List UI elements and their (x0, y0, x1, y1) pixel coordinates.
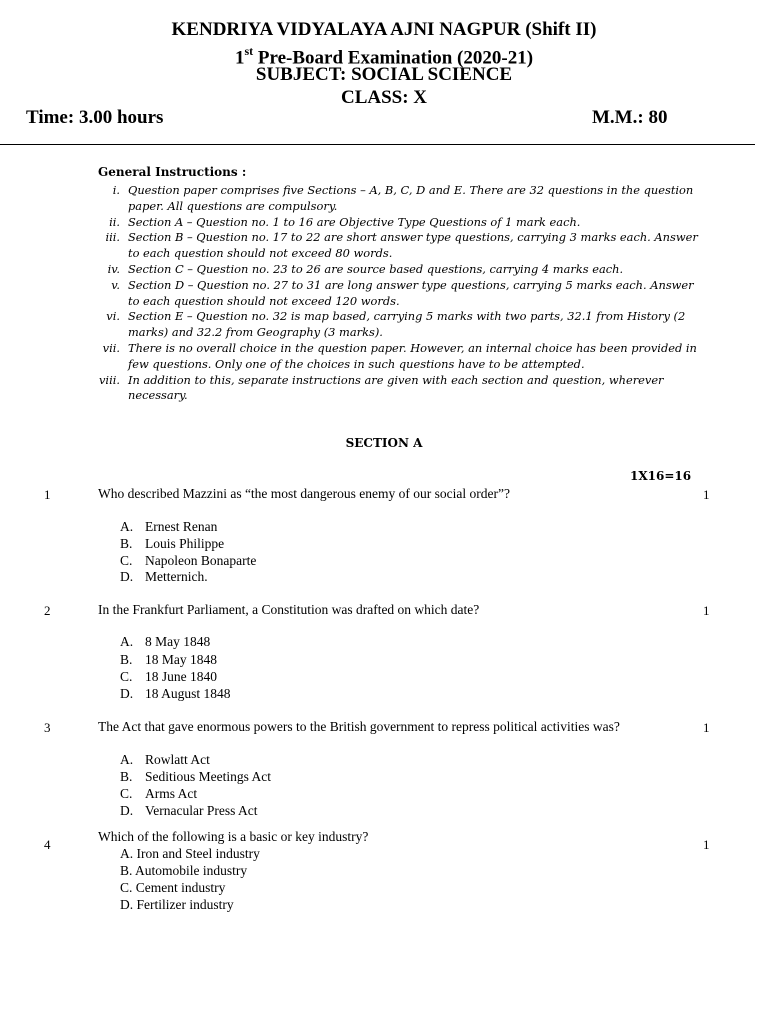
question-number: 1 (44, 487, 51, 502)
instruction-number: vi. (106, 309, 120, 324)
option (120, 803, 257, 819)
option-letter: B. (120, 652, 133, 667)
question-marks: 1 (703, 837, 710, 852)
option-text: 18 August 1848 (145, 686, 231, 701)
instructions-title: General Instructions : (98, 165, 247, 179)
option (120, 569, 208, 585)
option-letter: C. (120, 669, 133, 684)
question-marks: 1 (703, 487, 710, 502)
school-name: KENDRIYA VIDYALAYA AJNI NAGPUR (Shift II) (171, 19, 597, 40)
instruction-number: iii. (105, 230, 120, 245)
instruction-item (90, 278, 700, 310)
option-letter: B. (120, 769, 133, 784)
option (120, 769, 271, 785)
option (120, 880, 225, 896)
option (120, 669, 217, 685)
exam-ordinal: st (244, 44, 254, 58)
instruction-item (90, 309, 700, 341)
question-number: 3 (44, 720, 51, 735)
option-text: 8 May 1848 (145, 634, 211, 649)
question-text: In the Frankfurt Parliament, a Constitution was drafted on which date? (98, 602, 480, 617)
option-letter: A. (120, 752, 134, 767)
option (120, 846, 260, 862)
option (120, 536, 224, 552)
option (120, 634, 210, 650)
option-text: Metternich. (145, 569, 208, 584)
instruction-text: There is no overall choice in the question paper. However, an internal choice has been provided in few questions. Only one of the choices in such questions have to be attempted. (128, 340, 697, 371)
option-letter: D. (120, 803, 134, 818)
instruction-number: v. (111, 277, 120, 292)
option (120, 786, 197, 802)
question-text: Which of the following is a basic or key industry? (98, 829, 369, 844)
option-text: Arms Act (145, 786, 198, 801)
instruction-text: Section C – Question no. 23 to 26 are source based questions, carrying 4 marks each. (128, 261, 624, 276)
option-text: Seditious Meetings Act (145, 769, 271, 784)
instruction-number: ii. (109, 214, 120, 229)
subject-line: SUBJECT: SOCIAL SCIENCE (255, 64, 513, 85)
option (120, 519, 217, 535)
option-letter: B. (120, 536, 133, 551)
instruction-number: i. (112, 183, 120, 197)
question-marks: 1 (703, 720, 710, 735)
option (120, 752, 210, 768)
class-line: CLASS: X (340, 87, 428, 108)
instruction-number: viii. (99, 372, 120, 387)
option-text: Rowlatt Act (145, 752, 210, 767)
option-text: A. Iron and Steel industry (120, 846, 260, 861)
option-text: Louis Philippe (145, 536, 225, 551)
option-text: 18 June 1840 (145, 669, 217, 684)
instruction-item (90, 183, 700, 215)
time-allowed: Time: 3.00 hours (26, 107, 164, 128)
option (120, 686, 231, 702)
exam-title-rest: Pre-Board Examination (2020-21) (253, 47, 534, 69)
option-letter: C. (120, 553, 133, 568)
exam-number: 1 (234, 47, 245, 69)
section-title: SECTION A (345, 436, 423, 450)
option-text: B. Automobile industry (120, 863, 248, 878)
instruction-text: Question paper comprises five Sections – A, B, C, D and E. There are 32 questions in the question paper. All questions are compulsory. (128, 183, 694, 213)
option-text: C. Cement industry (120, 880, 226, 895)
instruction-item (90, 341, 700, 373)
option-text: 18 May 1848 (145, 652, 217, 667)
option (120, 863, 247, 879)
option-letter: A. (120, 634, 134, 649)
instruction-text: Section B – Question no. 17 to 22 are short answer type questions, carrying 3 marks each. Answer to each question should not exceed 80 words. (128, 230, 698, 261)
instructions-list (90, 183, 700, 404)
section-marks-summary: 1X16=16 (630, 469, 692, 483)
option (120, 897, 234, 913)
instruction-item (90, 373, 700, 405)
instruction-item (90, 262, 700, 278)
maximum-marks: M.M.: 80 (592, 107, 668, 128)
instruction-number: iv. (107, 261, 120, 276)
instruction-text: Section A – Question no. 1 to 16 are Objective Type Questions of 1 mark each. (128, 214, 581, 229)
question-number: 4 (44, 837, 51, 852)
instruction-text: Section E – Question no. 32 is map based, carrying 5 marks with two parts, 32.1 from History (2 marks) and 32.2 from Geography (3 marks). (128, 309, 686, 340)
question-marks: 1 (703, 603, 710, 618)
option-text: Ernest Renan (145, 519, 218, 534)
question-text: The Act that gave enormous powers to the British government to repress political activities was? (98, 719, 620, 734)
instruction-text: Section D – Question no. 27 to 31 are long answer type questions, carrying 5 marks each. Answer to each question should not exceed 120 words. (128, 277, 694, 308)
option-text: D. Fertilizer industry (120, 897, 234, 912)
option-letter: D. (120, 569, 134, 584)
question-number: 2 (44, 603, 51, 618)
instruction-item (90, 215, 700, 231)
instruction-text: In addition to this, separate instructions are given with each section and question, wherever necessary. (128, 372, 664, 403)
option-text: Vernacular Press Act (145, 803, 258, 818)
option-letter: A. (120, 519, 134, 534)
instruction-item (90, 230, 700, 262)
option-letter: D. (120, 686, 134, 701)
header-divider (0, 144, 755, 145)
option-letter: C. (120, 786, 133, 801)
option-text: Napoleon Bonaparte (145, 553, 257, 568)
question-text: Who described Mazzini as “the most dangerous enemy of our social order”? (98, 486, 510, 501)
option (120, 652, 217, 668)
instruction-number: vii. (102, 340, 120, 355)
option (120, 553, 256, 569)
